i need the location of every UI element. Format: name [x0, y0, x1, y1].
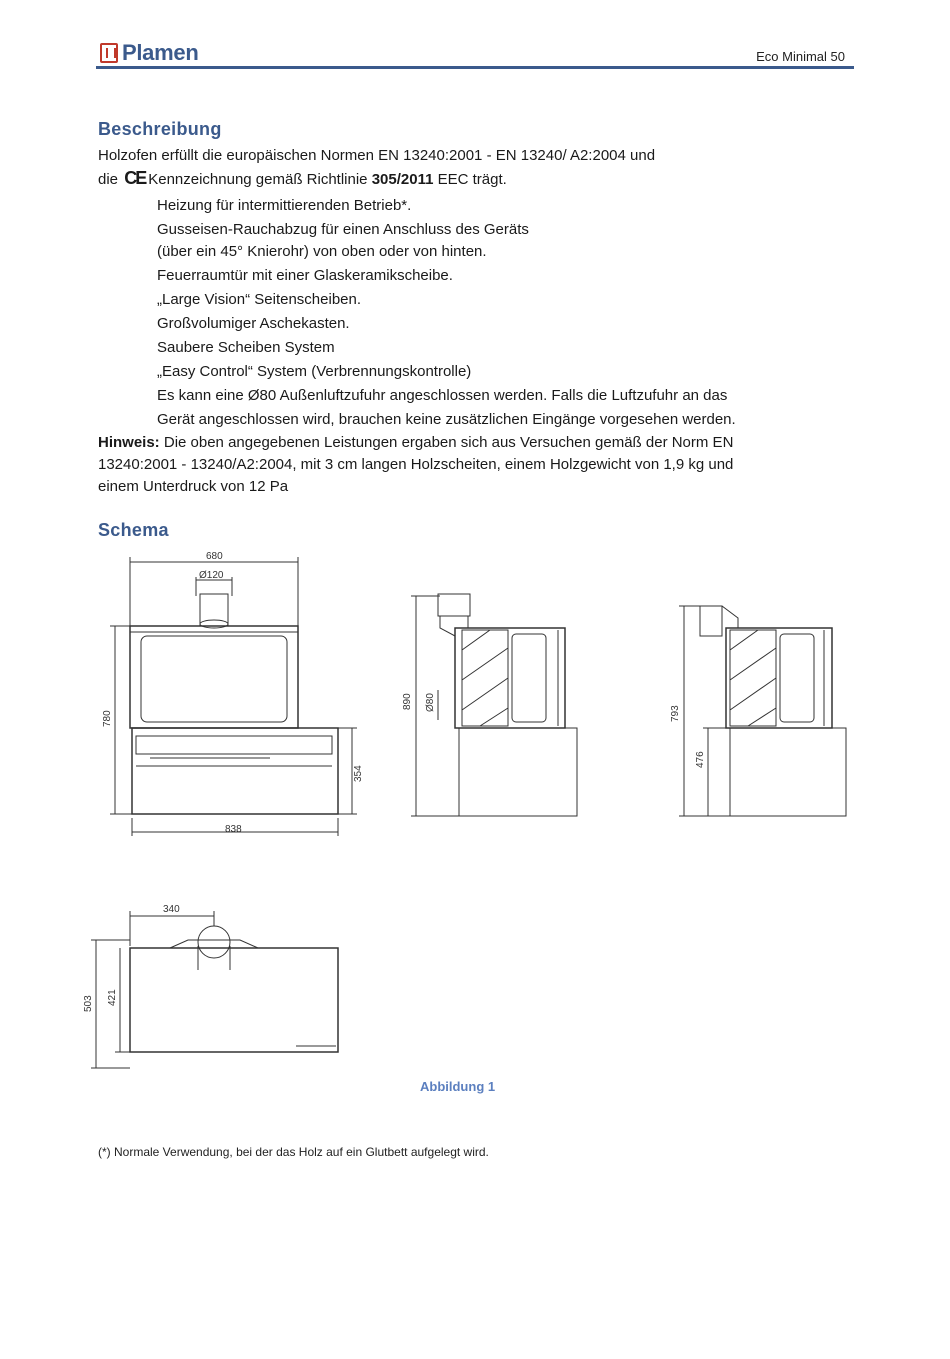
dim-label: 354 [353, 765, 364, 782]
section-heading-schema: Schema [98, 520, 169, 540]
footnote: (*) Normale Verwendung, bei der das Holz auf ein Glutbett aufgelegt wird. [98, 1145, 489, 1159]
dim-label: 503 [83, 995, 94, 1012]
feature-item: Saubere Scheiben System [157, 339, 335, 356]
feature-item: „Easy Control“ System (Verbrennungskontrolle) [157, 363, 472, 380]
note-line-2: 13240:2001 - 13240/A2:2004, mit 3 cm langen Holzscheiten, einem Holzgewicht von 1,9 kg und [98, 456, 734, 473]
top-view [91, 911, 338, 1068]
dim-label: 838 [225, 824, 242, 835]
dim-label: 340 [163, 904, 180, 915]
note-line-3: einem Unterdruck von 12 Pa [98, 478, 289, 495]
dim-label: 780 [102, 710, 113, 727]
document-title: Eco Minimal 50 [756, 49, 845, 64]
figure-caption: Abbildung 1 [420, 1079, 496, 1094]
feature-item: „Large Vision“ Seitenscheiben. [157, 291, 362, 308]
intro-line-2-end: EEC trägt. [437, 171, 507, 188]
feature-item: Gerät angeschlossen wird, brauchen keine zusätzlichen Eingänge vorgesehen werden. [157, 411, 736, 428]
dim-label: 680 [206, 551, 223, 562]
dim-label: Ø120 [199, 570, 224, 581]
feature-item: Großvolumiger Aschekasten. [157, 315, 350, 332]
ce-mark-icon: CE [124, 168, 146, 188]
intro-line-2-start: die [98, 171, 119, 188]
feature-item: Feuerraumtür mit einer Glaskeramikscheibe. [157, 267, 453, 284]
note-line-1: Die oben angegebenen Leistungen ergaben sich aus Versuchen gemäß der Norm EN [163, 434, 734, 451]
section-heading-description: Beschreibung [98, 119, 222, 139]
dim-label: 793 [670, 705, 681, 722]
front-view [110, 557, 357, 836]
dim-label: 890 [402, 693, 413, 710]
intro-line-1: Holzofen erfüllt die europäischen Normen EN 13240:2001 - EN 13240/ A2:2004 und [98, 147, 656, 164]
feature-item: Es kann eine Ø80 Außenluftzufuhr angeschlossen werden. Falls die Luftzufuhr an das [157, 387, 728, 404]
logo-text: Plamen [122, 40, 199, 65]
note-label: Hinweis: [98, 434, 160, 451]
feature-item: Heizung für intermittierenden Betrieb*. [157, 197, 412, 214]
rear-side-view [679, 606, 846, 816]
intro-line-2-middle: Kennzeichnung gemäß Richtlinie [148, 171, 368, 188]
dim-label: Ø80 [425, 693, 436, 712]
dim-label: 476 [695, 751, 706, 768]
feature-item: (über ein 45° Knierohr) von oben oder von hinten. [157, 243, 487, 260]
feature-item: Gusseisen-Rauchabzug für einen Anschluss des Geräts [157, 221, 529, 238]
dim-label: 421 [107, 989, 118, 1006]
regulation-number: 305/2011 [371, 171, 434, 188]
